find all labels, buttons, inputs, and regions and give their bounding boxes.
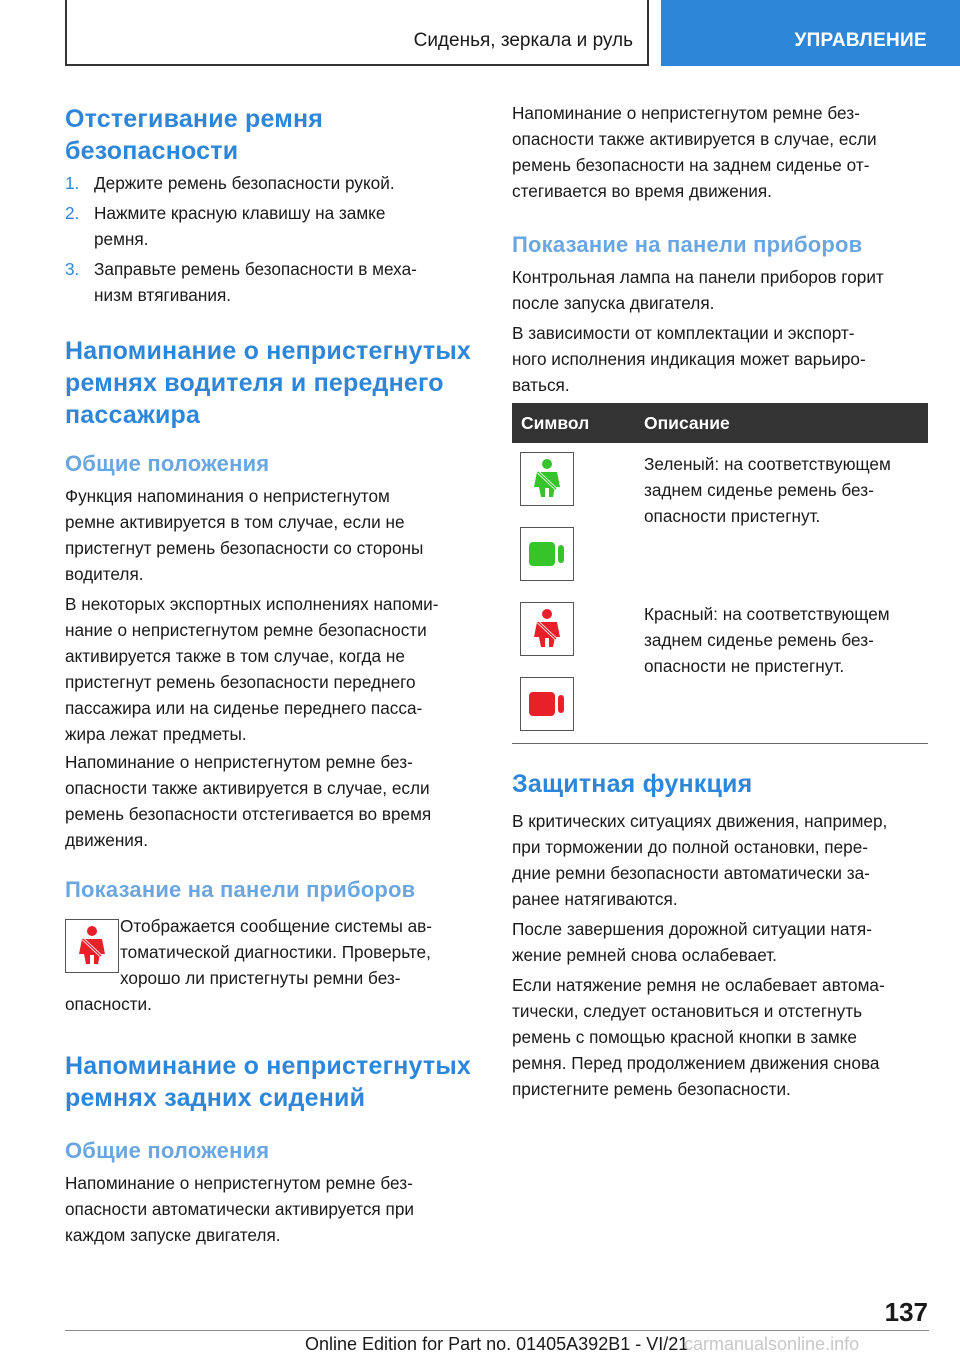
display-heading: Показание на панели приборов [65,877,416,902]
text-line: пристегнут ремень безопасности со стороны [65,538,424,558]
text-line: опасности автоматически активируется при [65,1199,414,1219]
protect-para-3 [512,972,932,1102]
column-header-symbol: Символ [521,413,590,433]
text-line: Контрольная лампа на панели приборов горит [512,267,884,287]
text-line: Напоминание о непристегнутом ремне без- [512,103,860,123]
text-line: Напоминание о непристегнутом ремне без- [65,1173,413,1193]
unbuckle-steps [65,170,479,308]
front-para-1 [65,483,485,587]
step-number: 2. [65,203,80,223]
step-text: Держите ремень безопасности рукой. [94,173,395,193]
text-line: ремне активируется в том случае, если не [65,512,405,532]
text-line: заднем сиденье ремень без- [644,480,874,500]
text-line: опасности также активируется в случае, если [512,129,877,149]
seatbelt-green-icon [520,452,574,506]
text-line: жение ремней снова ослабевает. [512,945,777,965]
text-line: В некоторых экспортных исполнениях напоми- [65,594,439,614]
header-chapter-title: УПРАВЛЕНИЕ [794,30,927,51]
text-line: тически, следует остановиться и отстегнуть [512,1001,863,1021]
text-line: ремень безопасности отстегивается во время [65,804,432,824]
text-line: ремень безопасности на заднем сиденье от- [512,155,870,175]
front-para-2 [65,591,485,747]
text-line: пристегнут ремень безопасности переднего [65,672,416,692]
step-text: Заправьте ремень безопасности в меха- [94,259,417,279]
footer-rule [65,1330,929,1331]
text-line: заднем сиденье ремень без- [644,630,874,650]
unbuckle-heading [65,103,323,167]
text-line: ного исполнения индикация может варьиро- [512,349,866,369]
text-line: томатической диагностики. Проверьте, [120,942,431,962]
text-line: хорошо ли пристегнуты ремни без- [120,968,401,988]
heading-line: ремнях задних сидений [65,1084,366,1112]
column-header-description: Описание [644,413,730,433]
seatbelt-warning-icon [65,919,119,973]
text-line: Зеленый: на соответствующем [644,454,891,474]
text-line: опасности также активируется в случае, если [65,778,430,798]
rear-general-heading: Общие положения [65,1138,270,1163]
text-line: водителя. [65,564,144,584]
text-line: каждом запуске двигателя. [65,1225,281,1245]
text-line: пассажира или на сиденье переднего пасса- [65,698,423,718]
text-line: ваться. [512,375,570,395]
heading-line: Напоминание о непристегнутых [65,1052,472,1080]
list-item [65,170,479,196]
list-item [65,256,479,308]
row-description [644,601,924,679]
step-text: ремня. [94,229,149,249]
heading-line: Напоминание о непристегнутых [65,337,472,365]
display-text-tail: опасности. [65,994,152,1014]
text-line: Функция напоминания о непристегнутом [65,486,390,506]
text-line: после запуска двигателя. [512,293,715,313]
rear-display-para-2 [512,320,932,398]
unbuckle-heading-line: безопасности [65,137,239,165]
header-section-title: Сиденья, зеркала и руль [413,30,633,51]
text-line: дние ремни безопасности автоматически за- [512,863,870,883]
step-number: 3. [65,259,80,279]
text-line: ремня. Перед продолжением движения снова [512,1053,880,1073]
unbuckle-heading-line: Отстегивание ремня [65,105,324,133]
step-text: низм втягивания. [94,285,232,305]
text-line: пристегните ремень безопасности. [512,1079,791,1099]
text-line: при торможении до полной остановки, пере- [512,837,869,857]
front-reminder-heading [65,335,485,431]
text-line: ранее натягиваются. [512,889,678,909]
seat-occupied-red-icon [520,677,574,731]
header-chapter-tab [661,0,960,66]
display-text [120,913,485,991]
protect-para-1 [512,808,932,912]
heading-line: пассажира [65,401,201,429]
page-number: 137 [884,1297,928,1327]
text-line: ремень с помощью красной кнопки в замке [512,1027,857,1047]
rear-para-continued [512,100,932,204]
text-line: После завершения дорожной ситуации натя- [512,919,872,939]
rear-reminder-heading [65,1050,485,1114]
header-section-tab [65,0,649,66]
heading-line: ремнях водителя и переднего [65,369,444,397]
front-para-3 [65,749,485,853]
footer-edition: Online Edition for Part no. 01405A392B1 - VI/21 [305,1334,689,1354]
rear-para [65,1170,485,1248]
text-line: Красный: на соответствующем [644,604,890,624]
text-line: опасности пристегнут. [644,506,821,526]
text-line: Если натяжение ремня не ослабевает автома- [512,975,885,995]
text-line: активируется также в том случае, когда не [65,646,405,666]
general-heading: Общие положения [65,451,270,476]
table-header [512,403,928,443]
protect-para-2 [512,916,932,968]
indicator-table [512,403,928,743]
text-line: Напоминание о непристегнутом ремне без- [65,752,413,772]
protect-heading: Защитная функция [512,770,753,798]
text-line: опасности не пристегнут. [644,656,845,676]
seatbelt-red-icon [520,602,574,656]
list-item [65,200,479,252]
table-row [512,593,928,743]
step-text: Нажмите красную клавишу на замке [94,203,386,223]
text-line: В зависимости от комплектации и экспорт- [512,323,855,343]
rear-display-para-1 [512,264,932,316]
text-line: нание о непристегнутом ремне безопасности [65,620,427,640]
text-line: стегивается во время движения. [512,181,772,201]
text-line: В критических ситуациях движения, например, [512,811,888,831]
text-line: Отображается сообщение системы ав- [120,916,433,936]
seat-occupied-green-icon [520,527,574,581]
rear-display-heading: Показание на панели приборов [512,232,863,257]
text-line: движения. [65,830,148,850]
row-description [644,451,924,529]
text-line: жира лежат предметы. [65,724,247,744]
step-number: 1. [65,173,80,193]
table-bottom-rule [512,743,928,744]
table-row [512,443,928,593]
footer-watermark: carmanualsonline.info [684,1334,860,1354]
